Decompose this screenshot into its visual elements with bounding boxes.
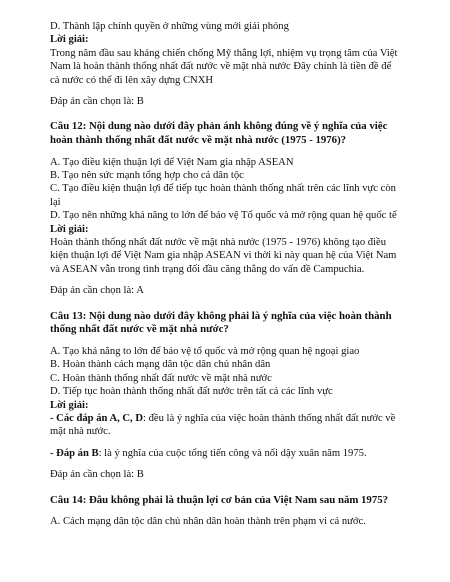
q12-option-c: C. Tạo điều kiện thuận lợi để tiếp tục hoàn thành thống nhất trên các lĩnh vực còn lại [50, 183, 396, 208]
q13-sol2-rest: : là ý nghĩa của cuộc tổng tiến công và nổi dậy xuân năm 1975. [98, 447, 367, 459]
q13-sol1-rest: : đều là ý nghĩa của việc hoàn thành thống nhất đất nước về mặt nhà nước. [50, 412, 396, 438]
q13-sol1-bold: - Các đáp án A, C, D [50, 412, 144, 424]
q12-solution-text: Hoàn thành thống nhất đất nước về mặt nhà nước (1975 - 1976) không tạo điều kiện thuận lợi để Việt Nam gia nhập ASEAN vì thời kì này quan hệ của Việt Nam và ASEAN vẫn trong tình trạng đối đầu căng thẳng do vấn đề Campuchia. [50, 237, 397, 275]
q13-option-c: C. Hoàn thành thống nhất đất nước về mặt nhà nước [50, 372, 272, 384]
q12-answer: Đáp án cần chọn là: A [50, 285, 144, 297]
q14-option-a: A. Cách mạng dân tộc dân chủ nhân dân hoàn thành trên phạm vi cả nước. [50, 516, 366, 528]
q13-option-a: A. Tạo khả năng to lớn để bảo vệ tổ quốc và mở rộng quan hệ ngoại giao [50, 345, 360, 357]
q12-option-b: B. Tạo nên sức mạnh tổng hợp cho cả dân tộc [50, 170, 244, 182]
question-12: Câu 12: Nội dung nào dưới đây phản ánh không đúng về ý nghĩa của việc hoàn thành thống nhất đất nước về mặt nhà nước (1975 - 1976)? [50, 120, 388, 147]
solution-label: Lời giải: [50, 34, 89, 46]
question-13: Câu 13: Nội dung nào dưới đây không phải là ý nghĩa của việc hoàn thành thống nhất đất nước về mặt nhà nước? [50, 309, 392, 336]
option-d: D. Thành lập chính quyền ở những vùng mới giải phóng [50, 21, 289, 32]
q13-answer: Đáp án cần chọn là: B [50, 469, 144, 481]
answer-line: Đáp án cần chọn là: B [50, 96, 144, 108]
q13-solution-1 [50, 412, 402, 439]
q13-solution-2 [50, 447, 402, 460]
q12-option-a: A. Tạo điều kiện thuận lợi để Việt Nam gia nhập ASEAN [50, 156, 294, 168]
solution-text: Trong năm đầu sau kháng chiến chống Mỹ thắng lợi, nhiệm vụ trọng tâm của Việt Nam là hoàn thành thống nhất đất nước về mặt nhà nước Đây chính là tiền đề để cả nước có thể đi lên xây dựng CNXH [50, 47, 398, 86]
q13-option-b: B. Hoàn thành cách mạng dân tộc dân chủ nhân dân [50, 359, 271, 371]
q13-sol2-bold: - Đáp án B [50, 447, 99, 459]
q12-option-d: D. Tạo nên những khả năng to lớn để bảo vệ Tổ quốc và mở rộng quan hệ quốc tế [50, 210, 397, 222]
q13-option-d: D. Tiếp tục hoàn thành thống nhất đất nước trên tất cả các lĩnh vực [50, 386, 333, 398]
q12-solution-label: Lời giải: [50, 223, 89, 235]
question-14: Câu 14: Đâu không phải là thuận lợi cơ bản của Việt Nam sau năm 1975? [50, 493, 389, 506]
q13-solution-label: Lời giải: [50, 399, 89, 411]
